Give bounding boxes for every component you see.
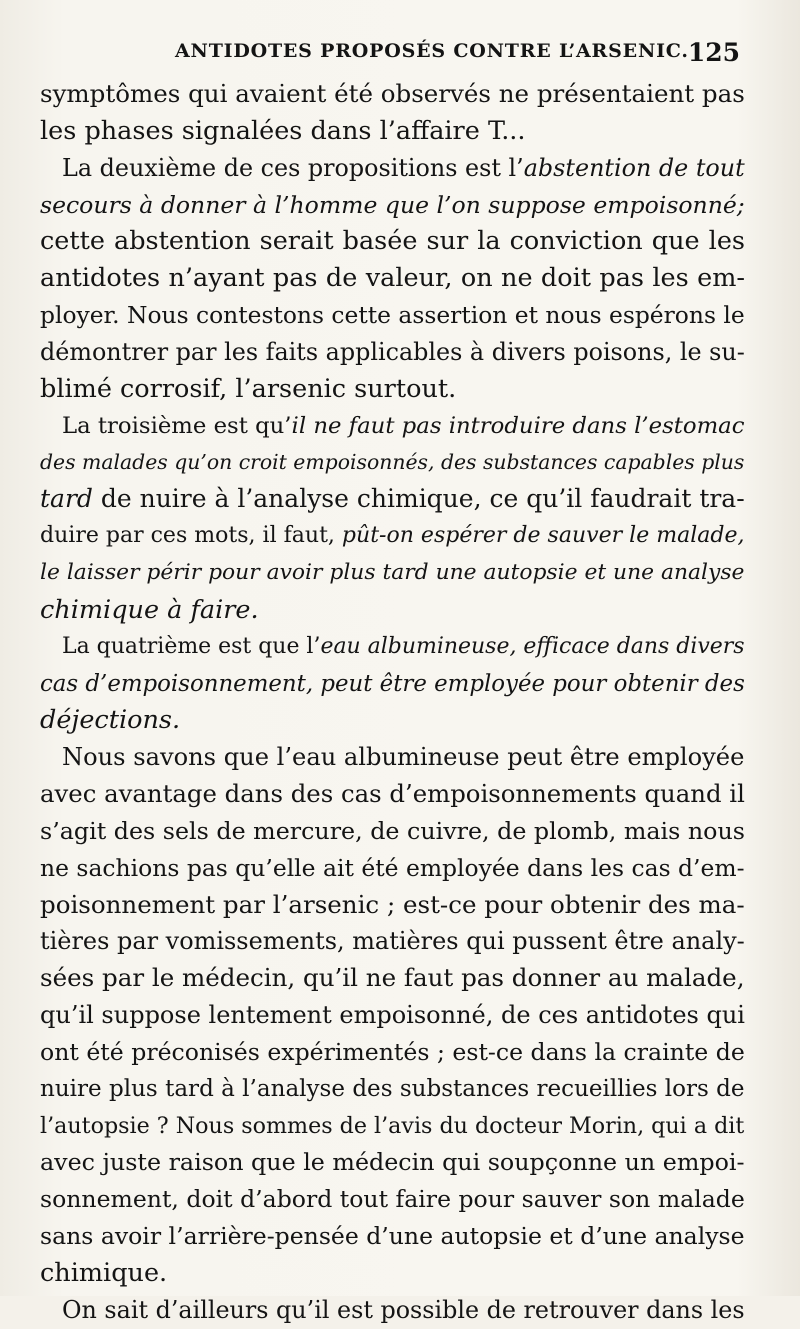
italic-text: abstention de tout bbox=[523, 153, 745, 182]
text-segment: sans avoir l’arrière-pensée d’une autopsie et d’une analyse bbox=[40, 1222, 745, 1251]
text-segment: duire par ces mots, il faut, bbox=[40, 523, 342, 549]
text-line bbox=[40, 1071, 745, 1108]
text-line bbox=[40, 555, 745, 592]
text-segment: La deuxième de ces propositions est l’ bbox=[62, 153, 524, 182]
text-line bbox=[40, 666, 745, 703]
text-segment: chimique. bbox=[40, 1258, 168, 1288]
text-line bbox=[40, 1181, 745, 1218]
text-line bbox=[40, 187, 745, 224]
text-segment: Nous savons que l’eau albumineuse peut être employée bbox=[62, 743, 745, 772]
italic-text: le laisser périr pour avoir plus tard une autopsie et une analyse bbox=[40, 559, 745, 585]
text-line bbox=[40, 297, 745, 334]
italic-text: cas d’empoisonnement, peut être employée pour obtenir des bbox=[40, 670, 745, 697]
text-segment: poisonnement par l’arsenic ; est-ce pour obtenir des ma- bbox=[40, 889, 745, 919]
text-segment: tières par vomissements, matières qui pussent être analy- bbox=[40, 927, 745, 956]
italic-text: des malades qu’on croit empoisonnés, des substances capables plus bbox=[40, 450, 745, 475]
text-segment: La troisième est qu’ bbox=[62, 412, 292, 439]
running-header bbox=[40, 38, 740, 72]
text-segment: On sait d’ailleurs qu’il est possible de retrouver dans les bbox=[62, 1295, 745, 1324]
text-line bbox=[40, 923, 745, 960]
text-segment: sonnement, doit d’abord tout faire pour sauver son malade bbox=[40, 1185, 745, 1214]
italic-text: eau albumineuse, efficace dans divers bbox=[320, 633, 745, 659]
text-line bbox=[40, 1255, 745, 1292]
text-line bbox=[40, 1108, 745, 1145]
italic-text: pût-on espérer de sauver le malade, bbox=[341, 523, 745, 549]
text-line bbox=[40, 1034, 745, 1071]
text-segment: avec juste raison que le médecin qui soupçonne un empoi- bbox=[40, 1148, 745, 1177]
text-segment: antidotes n’ayant pas de valeur, on ne doit pas les em- bbox=[40, 263, 745, 294]
text-segment: La quatrième est que l’ bbox=[62, 633, 321, 659]
text-segment: l’autopsie ? Nous sommes de l’avis du docteur Morin, qui a dit bbox=[40, 1112, 745, 1139]
text-line bbox=[40, 813, 745, 850]
text-segment: de nuire à l’analyse chimique, ce qu’il faudrait tra- bbox=[92, 484, 745, 514]
text-line bbox=[40, 223, 745, 260]
text-segment: sées par le médecin, qu’il ne faut pas donner au malade, bbox=[40, 963, 745, 993]
text-segment: avec avantage dans des cas d’empoisonnements quand il bbox=[40, 779, 745, 809]
text-line bbox=[40, 444, 745, 481]
text-line bbox=[40, 150, 745, 187]
text-segment: ont été préconisés expérimentés ; est-ce dans la crainte de bbox=[40, 1037, 745, 1066]
text-segment: s’agit des sels de mercure, de cuivre, de plomb, mais nous bbox=[40, 816, 745, 845]
text-segment: cette abstention serait basée sur la conviction que les bbox=[40, 226, 745, 257]
italic-text: secours à donner à l’homme que l’on suppose empoisonné; bbox=[40, 190, 745, 219]
text-line bbox=[40, 776, 745, 813]
text-line bbox=[40, 850, 745, 887]
text-line bbox=[40, 408, 745, 445]
text-segment: démontrer par les faits applicables à divers poisons, le su- bbox=[40, 337, 745, 366]
text-line bbox=[40, 960, 745, 997]
text-line bbox=[40, 76, 745, 113]
text-line bbox=[40, 592, 745, 629]
text-segment: qu’il suppose lentement empoisonné, de ces antidotes qui bbox=[40, 1001, 745, 1030]
italic-text: chimique à faire. bbox=[40, 594, 259, 625]
text-line bbox=[40, 702, 745, 739]
text-line bbox=[40, 629, 745, 666]
page-number: 125 bbox=[687, 38, 740, 67]
italic-text: déjections. bbox=[40, 705, 181, 736]
text-line bbox=[40, 1218, 745, 1255]
body-text bbox=[40, 76, 745, 1329]
italic-text: il ne faut pas introduire dans l’estomac bbox=[291, 412, 745, 439]
text-line bbox=[40, 371, 745, 408]
text-line bbox=[40, 887, 745, 924]
text-line bbox=[40, 260, 745, 297]
italic-text: tard bbox=[40, 484, 93, 514]
text-line bbox=[40, 481, 745, 518]
text-line bbox=[40, 113, 745, 150]
text-line bbox=[40, 518, 745, 555]
text-line bbox=[40, 739, 745, 776]
running-title: ANTIDOTES PROPOSÉS CONTRE L’ARSENIC. bbox=[175, 40, 689, 62]
text-line bbox=[40, 1292, 745, 1329]
text-line bbox=[40, 334, 745, 371]
text-line bbox=[40, 1144, 745, 1181]
text-line bbox=[40, 997, 745, 1034]
text-segment: symptômes qui avaient été observés ne présentaient pas bbox=[40, 79, 745, 108]
text-segment: nuire plus tard à l’analyse des substances recueillies lors de bbox=[40, 1075, 745, 1102]
text-segment: ployer. Nous contestons cette assertion et nous espérons le bbox=[40, 301, 745, 330]
text-segment: ne sachions pas qu’elle ait été employée dans les cas d’em- bbox=[40, 853, 745, 882]
text-segment: les phases signalées dans l’affaire T... bbox=[40, 115, 526, 146]
text-segment: blimé corrosif, l’arsenic surtout. bbox=[40, 373, 457, 404]
